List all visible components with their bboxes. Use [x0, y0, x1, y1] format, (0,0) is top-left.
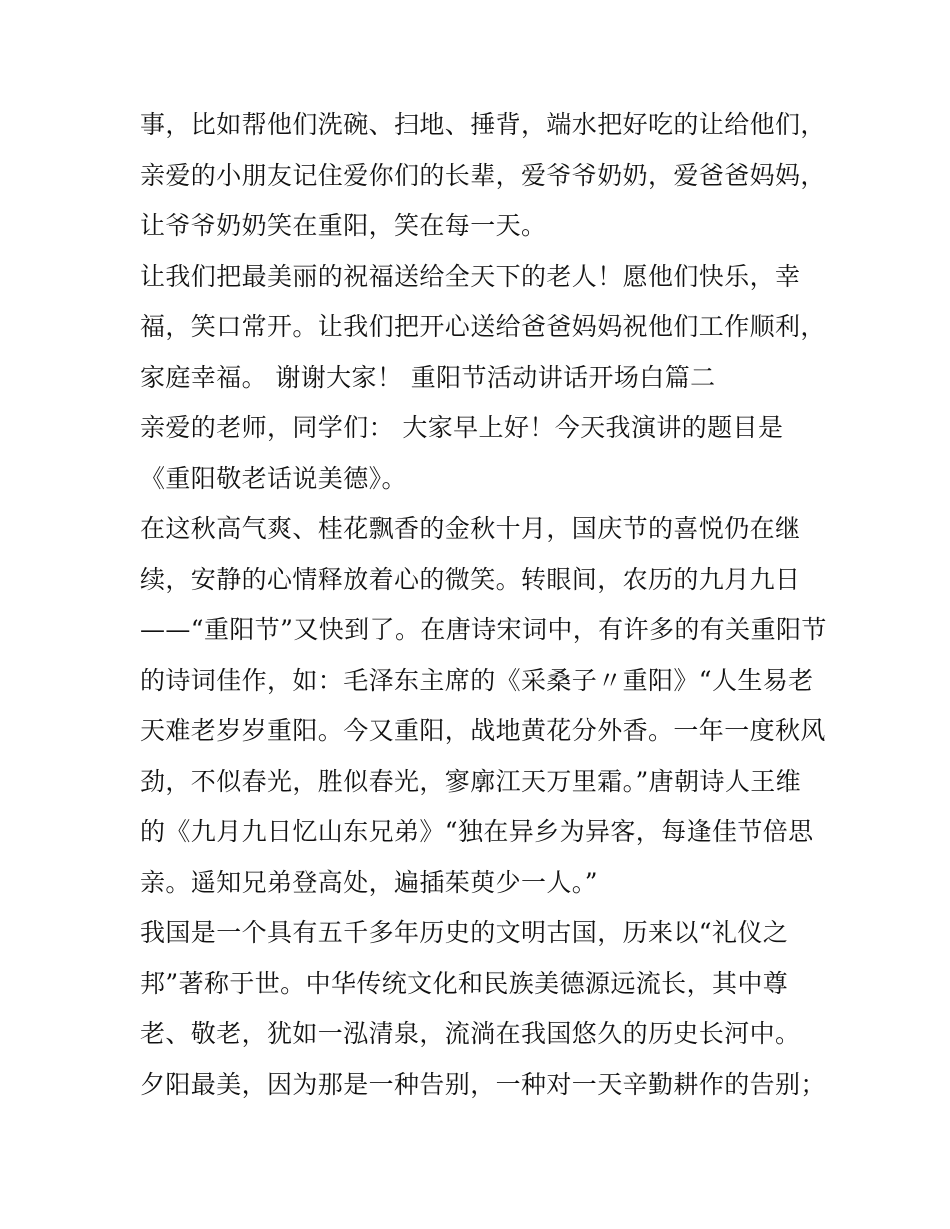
text-line: 夕阳最美，因为那是一种告别，一种对一天辛勤耕作的告别； [140, 1069, 826, 1099]
text-line: 老、敬老，犹如一泓清泉，流淌在我国悠久的历史长河中。 [140, 1019, 801, 1048]
text-line: ——“重阳节”又快到了。在唐诗宋词中，有许多的有关重阳节 [140, 615, 827, 644]
text-line: 亲爱的老师，同学们： 大家早上好！今天我演讲的题目是 [140, 413, 784, 442]
text-line: 家庭幸福。 谢谢大家！ 重阳节活动讲话开场白篇二 [140, 362, 716, 392]
text-line: 天难老岁岁重阳。今又重阳，战地黄花分外香。一年一度秋风 [140, 716, 826, 745]
text-line: 让爷爷奶奶笑在重阳，笑在每一天。 [140, 211, 547, 240]
text-line: 我国是一个具有五千多年历史的文明古国，历来以“礼仪之 [140, 918, 789, 947]
text-line: 让我们把最美丽的祝福送给全天下的老人！愿他们快乐，幸 [140, 261, 801, 291]
text-line: 的《九月九日忆山东兄弟》“独在异乡为异客，每逢佳节倍思 [140, 817, 814, 846]
text-line: 邦”著称于世。中华传统文化和民族美德源远流长，其中尊 [140, 968, 789, 998]
text-line: 亲爱的小朋友记住爱你们的长辈，爱爷爷奶奶，爱爸爸妈妈， [140, 160, 826, 190]
text-line: 亲。遥知兄弟登高处，遍插茱萸少一人。” [140, 867, 598, 897]
text-line: 《重阳敬老话说美德》。 [140, 463, 407, 493]
text-line: 的诗词佳作，如：毛泽东主席的《采桑子〃重阳》“人生易老 [140, 665, 814, 695]
text-line: 续，安静的心情释放着心的微笑。转眼间，农历的九月九日 [140, 564, 801, 594]
text-line: 福，笑口常开。让我们把开心送给爸爸妈妈祝他们工作顺利， [140, 312, 826, 341]
body-text [140, 100, 827, 1110]
text-line: 事，比如帮他们洗碗、扫地、捶背，端水把好吃的让给他们， [140, 110, 826, 139]
text-line: 劲，不似春光，胜似春光，寥廓江天万里霜。”唐朝诗人王维 [140, 766, 802, 796]
text-line: 在这秋高气爽、桂花飘香的金秋十月，国庆节的喜悦仍在继 [140, 514, 801, 543]
